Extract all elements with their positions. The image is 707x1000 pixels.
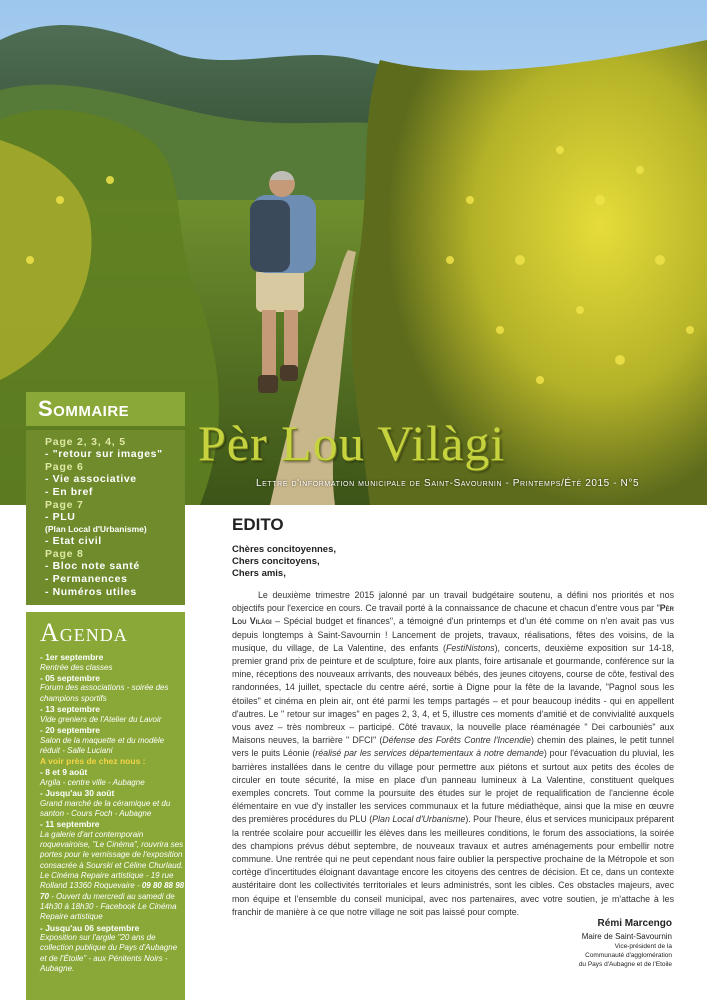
sommaire-page: Page 7 xyxy=(45,499,84,511)
sommaire-item: - Permanences xyxy=(45,573,128,585)
sommaire-page: Page 6 xyxy=(45,461,84,473)
newsletter-subtitle: Lettre d'information municipale de Saint-Savournin - Printemps/Été 2015 - N°5 xyxy=(256,478,640,489)
agenda-box xyxy=(26,612,185,1000)
sommaire-list xyxy=(26,430,185,605)
agenda-text xyxy=(40,830,185,923)
agenda-date: - 11 septembre xyxy=(40,819,100,830)
body-text: ). Pour l'heure, élus et services municipaux préparent la rentrée scolaire pour accueillir les élèves dans les meilleures conditions, le forum des associations, la soirée des champions prévus début septembre, de nouveaux travaux et autres aménagements pour embellir notre commune. Une rentrée qui ne peut cependant nous faire oublier la perspective prochaine de la Métropole et son cortège d'incertitudes éloignant davantage encore les citoyens des centres de décision. Et ce, dans un contexte austéritaire dont les collectivités territoriales et leurs administrés, sont les cibles. Ces obstacles majeurs, avec mon équipe et l'ensemble du conseil municipal, avec nos partenaires, avec votre soutien, je m'attache à les franchir de manière à ce que notre village ne soit pas laissé pour compte. xyxy=(232,814,675,917)
signature-line: Communauté d'agglomération xyxy=(585,952,672,959)
signature-name: Rémi Marcengo xyxy=(597,918,672,929)
signature-role: Maire de Saint-Savournin xyxy=(581,932,672,941)
edito-heading: EDITO xyxy=(232,515,284,534)
agenda-text: Rentrée des classes xyxy=(40,662,113,672)
body-text: – Spécial budget et finances", a témoigné d'un printemps et d'un été comme on n'en avait pas vus depuis longtemps à Saint-Savournin ! Lancement de projets, travaux, réalisations, fêtes des voisins, de la musique, du village, de La Valentine, des enfants ( xyxy=(232,616,674,653)
agenda-text: Grand marché de la céramique et du santon - Cours Foch - Aubagne xyxy=(40,798,171,818)
sommaire-item-note: (Plan Local d'Urbanisme) xyxy=(45,524,147,534)
body-text: ) pour l'évacuation du pluvial, les barrières installées dans le centre du village pour permettre aux piétons et surtout aux petits des écoles de circuler en toute sécurité, la mise en place d'un panneau lumineux à La Valentine, constituent quelques exemples concrets. Tout comme la poursuite des études sur le projet de requalification de l'ancienne école élémentaire en vue d'y installer les services communaux et la future médiathèque, ainsi que la mise en œuvre des premières procédures du PLU ( xyxy=(232,748,674,825)
signature-line: du Pays d'Aubagne et de l'Etoile xyxy=(578,961,672,968)
agenda-text: Forum des associations - soirée des champions sportifs xyxy=(40,683,169,703)
sommaire-page: Page 2, 3, 4, 5 xyxy=(45,436,126,448)
sommaire-item: - PLU xyxy=(45,511,76,523)
agenda-text: Vide greniers de l'Atelier du Lavoir xyxy=(40,714,162,724)
agenda-date: - 05 septembre xyxy=(40,672,100,683)
body-text: ), concerts, deuxième exposition sur 14-18, premier grand prix de peinture et de sculpture, foire aux plants, foire artisanale et gourmande, conférence sur la mine, réceptions des nouveaux arrivants, des nouveaux bébés, des jeunes citoyens, course de côte, festival des randonnées, 14 juillet, spectacle du centre aéré, sortie à Digne pour la fête de la lavande, "Pagnol sous les étoiles" et cinéma en plein air, ont été parmi les temps partagés – et pour beaucoup inédits - qui en appellent d'autres. Le " retour sur images" en pages 2, 3, 4, et 5, illustre ces moments d'amitié et de convivialité auxquels vous avez – très nombreux – participé. Côté travaux, la nouvelle place réaménagée " Dei carbouniès" aux Maisons neuves, la barrière " DFCI" ( xyxy=(232,642,674,746)
greeting-line: Chers amis, xyxy=(232,568,286,579)
sommaire-heading-box xyxy=(26,392,185,426)
greeting-line: Chères concitoyennes, xyxy=(232,544,337,555)
edito-body xyxy=(232,589,674,919)
body-text: ) chemin des plaines, le petit tunnel vers le puits Léonie ( xyxy=(232,735,674,759)
signature xyxy=(520,917,672,969)
sommaire-item: - Numéros utiles xyxy=(45,586,137,598)
body-italic: Plan Local d'Urbanisme xyxy=(372,814,466,825)
agenda-text: Salon de la maquette et du modèle réduit - Salle Luciani xyxy=(40,735,165,755)
agenda-text-part: - Ouvert du mercredi au samedi de 14h30 à 18h30 - Facebook Le Cinéma Repaire artistique xyxy=(40,891,177,922)
sommaire-item: - En bref xyxy=(45,486,93,498)
greeting-line: Chers concitoyens, xyxy=(232,556,320,567)
sommaire-item: - Vie associative xyxy=(45,473,137,485)
body-text: Le deuxième trimestre 2015 jalonné par un travail budgétaire soutenu, a défini nos priorités et nos objectifs pour l'exercice en cours. Ce travail porté à la connaissance de chacune et chacun d'entre vous par " xyxy=(232,590,674,614)
agenda-heading: Agenda xyxy=(40,618,128,647)
agenda-text: Exposition sur l'argile "20 ans de collection publique du Pays d'Aubagne et de l'Étoile" - aux Pénitents Noirs - Aubagne. xyxy=(40,933,178,973)
signature-line: Vice-président de la xyxy=(614,943,672,950)
agenda-date: - 1er septembre xyxy=(40,652,104,662)
body-italic: Défense des Forêts Contre l'Incendie xyxy=(382,735,531,746)
agenda-date: - 20 septembre xyxy=(40,724,100,735)
sommaire-page: Page 8 xyxy=(45,548,84,560)
body-italic: FestiNistons xyxy=(445,642,495,653)
sommaire-item: - Etat civil xyxy=(45,535,102,547)
agenda-date: - Jusqu'au 06 septembre xyxy=(40,922,140,933)
sommaire-heading: Sommaire xyxy=(38,396,130,421)
agenda-text-part: La galerie d'art contemporain roquevairoise, "Le Cinéma", rouvrira ses portes pour le vernissage de l'exposition consacrée à Sourski et Céline Churlaud. Le Cinéma Repaire artistique - 19 rue Rolland 13360 Roquevaire - xyxy=(40,829,184,891)
sommaire-item: - "retour sur images" xyxy=(45,448,163,460)
agenda-date: - 13 septembre xyxy=(40,704,100,715)
masthead xyxy=(198,412,698,474)
newsletter-title: Pèr Lou Vilàgi xyxy=(198,415,506,471)
edito-greeting xyxy=(232,544,336,580)
sommaire-item: - Bloc note santé xyxy=(45,560,140,572)
body-italic: réalisé par les services départementaux à notre demande xyxy=(315,748,544,759)
agenda-date: - 8 et 9 août xyxy=(40,767,88,778)
agenda-text: Argila - centre ville - Aubagne xyxy=(40,777,145,787)
agenda-date: - Jusqu'au 30 août xyxy=(40,788,115,799)
newsletter-name-inline: Pèr Lou Vilàgi xyxy=(232,603,674,627)
agenda-phone: 09 80 88 98 70 xyxy=(40,881,185,901)
agenda-nearby-heading: A voir près de chez nous : xyxy=(40,756,146,767)
